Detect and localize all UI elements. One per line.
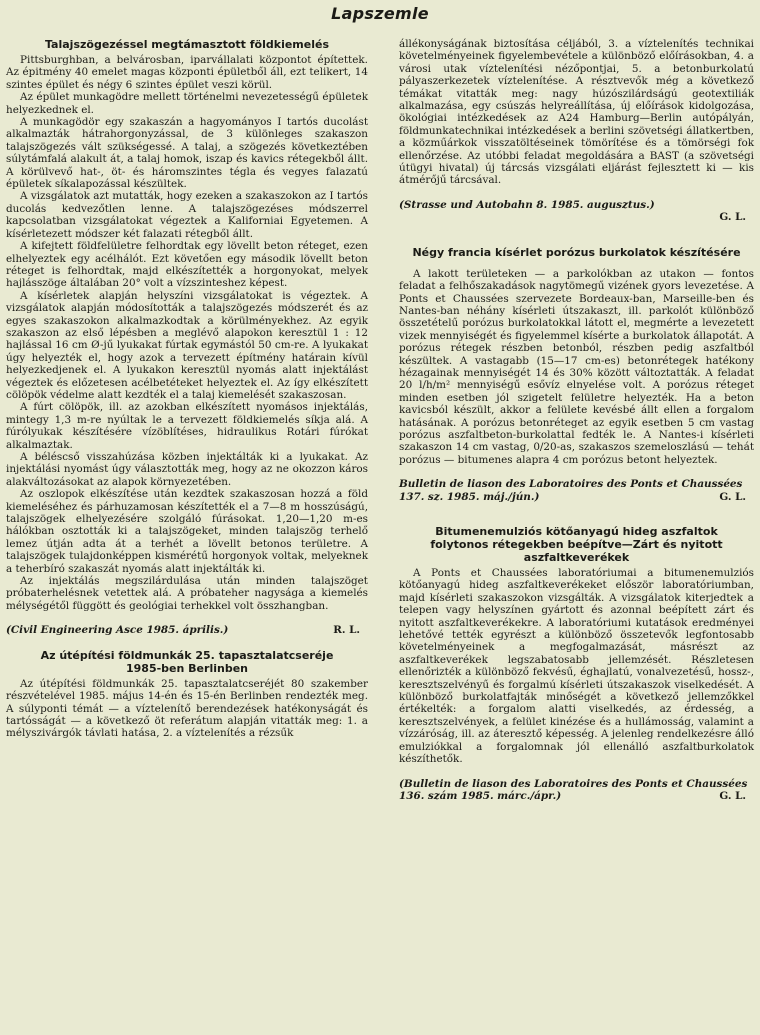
title-line: aszfaltkeverékek (523, 551, 630, 564)
paragraph: Az injektálás megszilárdulása után minden talajszöget próbaterhelésnek vetettek alá. A próbateher nagysága a kiemelés mélységétől függött és geológiai terhekkel volt összhangban. (6, 575, 368, 612)
paragraph: A lakott területeken — a parkolókban az utakon — fontos feladat a felhőszakadások nagytömegű vizének gyors levezetése. A Ponts et Chaussées szervezete Bordeaux-ban, Marseille-ben és Nantes-ban néhány kísérleti útszakaszt, ill. parkolót különböző összetételű porózus burkolatokkal látott el, megmérte a levezetett vizek mennyiségét és figyelemmel kísérte a burkolatok állapotát. A porózus rétegek részben betonból, részben pedig aszfaltból készültek. A vastagabb (15—17 cm-es) betonrétegek hatékony hézagainak mennyiségét 14 és 30% között változtatták. A feladat 20 l/h/m² mennyiségű esővíz elnyelése volt. A porózus réteget minden esetben jól szigetelt felületre helyezték. Ha a beton kavicsból készült, akkor a felülete kevésbé állt ellen a forgalom hatásának. A porózus betonréteget az egyik esetben 5 cm vastag porózus aszfaltbeton-burkolattal fedték le. A Nantes-i kísérleti szakaszon 14 cm vastag, 0/20-as, szakaszos szemeloszlású — tehát porózus — bitumenes alapra 4 cm porózus betont helyeztek. (399, 267, 754, 466)
article-source-row (399, 199, 754, 211)
article-signature: G. L. (719, 789, 746, 802)
paragraph: Az oszlopok elkészítése után kezdtek szakaszosan hozzá a föld kiemeléséhez és párhuzamosan készítették el a 7—8 m hosszúságú, talajszögek elhelyezésére szolgáló fúrásokat. 1,20—1,20 m-es hálókban osztották ki a talajszögeket, minden talajszög terhelő lemez útján adta át a terhét a lövellt betonos területre. A talajszögek tulajdonképpen kismérétű horgonyok voltak, melyeknek a teherbíró szakaszát nyomás alatt injektálták ki. (6, 488, 368, 575)
article-title-berlin-exchange (6, 649, 368, 675)
article-source-row (399, 778, 754, 790)
article-source-row (399, 491, 754, 503)
paragraph: állékonyságának biztosítása céljából, 3. a víztelenítés technikai követelményeinek figyelembevétele a különböző előírásokban, 4. a városi utak víztelenítési nézőpontjai, 5. a betonburkolatú pályaszerkezetek víztelenítése. A résztvevők még a következő témákat vitatták meg: nagy húzószilárdságú geotextiliák alkalmazása, egy csúszás helyreállítása, új előírások kidolgozása, ökológiai intézkedések az A24 Hamburg—Berlin autópályán, földmunkatechnikai intézkedések a berlini szövetségi állatkertben, a közműárkok visszatöltéseinek tömörítése és a tömörségi fok ellenőrzése. Az utóbbi feladat megoldására a BAST (a szövetségi útügyi hivatal) új tárcsás vizsgálati eljárást fejlesztett ki — kis átmérőjű tárcsával. (399, 38, 754, 187)
article-source-row (6, 624, 368, 636)
article-source: 137. sz. 1985. máj./jún.) (399, 490, 540, 503)
article-source: Bulletin de liason des Laboratoires des Ponts et Chaussées (399, 478, 743, 491)
title-line: Bitumenemulziós kötőanyagú hideg aszfaltok (435, 525, 718, 538)
article-title-soil-nailing: Talajszögezéssel megtámasztott földkiemelés (44, 38, 330, 51)
title-line: Az útépítési földmunkák 25. tapasztalatcseréje (40, 648, 334, 662)
paragraph: A fúrt cölöpök, ill. az azokban elkészített nyomásos injektálás, mintegy 1,3 m-re nyúltak le a tervezett földkiemelés síkja alá. A fúrólyukak készítésére vízöblítéses, hidraulikus Rotári fúrókat alkalmaztak. (6, 401, 368, 451)
paragraph: Pittsburghban, a belvárosban, iparvállalati központot építettek. Az épitmény 40 emelet magas központi épületből áll, ezt telikert, 14 szintes épület és négy 6 szintes épület veszi körül. (6, 54, 368, 91)
title-line: 1985-ben Berlinben (126, 661, 248, 675)
paragraph: A munkagödör egy szakaszán a hagyományos I tartós ducolást alkalmazták hátrahorgonyzással, de 3 különleges szakaszon talajszögezés vált szükségessé. A talaj, a szögezés következtében súlytámfalá alakult át, a talaj homok, iszap és kavics rétegekből állt. A körülvevő hat-, öt- és háromszintes tégla és vegyes falazatú épületek síkalapozással készültek. (6, 116, 368, 191)
page-header: Lapszemle (331, 4, 429, 23)
article-signature: G. L. (719, 211, 746, 224)
paragraph: A béléscső visszahúzása közben injektálták ki a lyukakat. Az injektálási nyomást úgy választották meg, hogy az ne okozzon káros alakváltozásokat az alapok környezetében. (6, 451, 368, 488)
article-source-row (399, 790, 754, 802)
article-title-porous-pavements: Négy francia kísérlet porózus burkolatok készítésére (412, 245, 741, 259)
paragraph: A Ponts et Chaussées laboratóriumai a bitumenemulziós kötőanyagú hideg aszfaltkeverékeket először laboratóriumban, majd kísérleti szakaszokon vizsgálták. A vizsgálatok kiterjedtek a telepen vagy helyszínen gyártott és azonnal beépített zárt és nyitott aszfaltkeverékekre. A laboratóriumi kutatások eredményei lehetővé tették egyrészt a különböző összetevők legfontosabb követelményeinek a megfogalmazását, másrészt az aszfaltkeverékek legszabatosabb jellemzését. Részletesen ellenőrizték a különböző fekvésű, éghajlatú, vonalvezetésű, hossz-, keresztszelvényű és forgalmú kísérleti útszakaszok viselkedését. A különböző burkolatfajták minőségét a következő jellemzőkkel értékelték: a forgalom alatti viselkedés, az érdesség, a keresztszelvények, a felület kinézése és a hullámosság, valamint a vízzáróság, ill. az áteresztő képesség. A jelenleg rendelkezésre álló emulziókkal a forgalomnak jól ellenálló aszfaltburkolatok készíthetők. (399, 567, 754, 766)
article-source: (Civil Engineering Asce 1985. április.) (6, 624, 229, 637)
paragraph: A vizsgálatok azt mutatták, hogy ezeken a szakaszokon az I tartós ducolás kedvezőtlen lenne. A talajszögezéses módszerrel kapcsolatban vizsgálatokat végeztek a Kaliforniai Egyetemen. A kísérletezett módszer két falazati rétegből állt. (6, 190, 368, 240)
right-column (399, 38, 754, 802)
paragraph: A kísérletek alapján helyszíni vizsgálatokat is végeztek. A vizsgálatok alapján módosították a talajszögezés módszerét és az egyes szakaszokon alkalmazkodtak a körülményekhez. Az egyik szakaszon az első lépésben a meglévő alapokon keresztül 1 : 12 hajlással 16 cm Ø-jű lyukakat fúrtak egymástól 50 cm-re. A lyukakat úgy helyezték el, hogy azok a tervezett építmény határain kívül helyezkedjenek el. A lyukakon keresztül nyomás alatt injektálást végeztek és előzetesen acélbetéteket helyeztek el. Az így elkészített cölöpök védelme alatt kezdték el a talaj kiemelését szakaszosan. (6, 289, 368, 401)
paragraph: A kifejtett földfelületre felhordtak egy lövellt beton réteget, ezen elhelyeztek egy acélhálót. Ezt követően egy második lövellt beton réteget is felhordtak, majd elkészítették a horgonyokat, melyek hajlásszöge általában 20° volt a vízszinteshez képest. (6, 240, 368, 290)
article-signature: G. L. (719, 490, 746, 503)
article-source: (Strasse und Autobahn 8. 1985. augusztus.) (399, 198, 655, 211)
article-title-cold-asphalt (399, 525, 754, 564)
paragraph: Az útépítési földmunkák 25. tapasztalatcseréjét 80 szakember részvételével 1985. május 14-én és 15-én Berlinben rendezték meg. A súlyponti témát — a víztelenítő berendezések hatékonyságát és tartósságát — a következő öt referátum alapján vitatták meg: 1. a mélyszivárgók távlati hatása, 2. a víztelenítés a rézsűk (6, 677, 368, 740)
paragraph: Az épület munkagödre mellett történelmi nevezetességű épületek helyezkednek el. (6, 91, 368, 116)
left-column (6, 38, 368, 740)
title-line: folytonos rétegekben beépítve—Zárt és nyitott (430, 538, 723, 551)
article-signature-row (399, 211, 754, 223)
article-source: 136. szám 1985. márc./ápr.) (399, 789, 562, 802)
article-source: (Bulletin de liason des Laboratoires des Ponts et Chaussées (399, 777, 748, 790)
article-signature: R. L. (333, 624, 360, 637)
article-source-row (399, 478, 754, 490)
